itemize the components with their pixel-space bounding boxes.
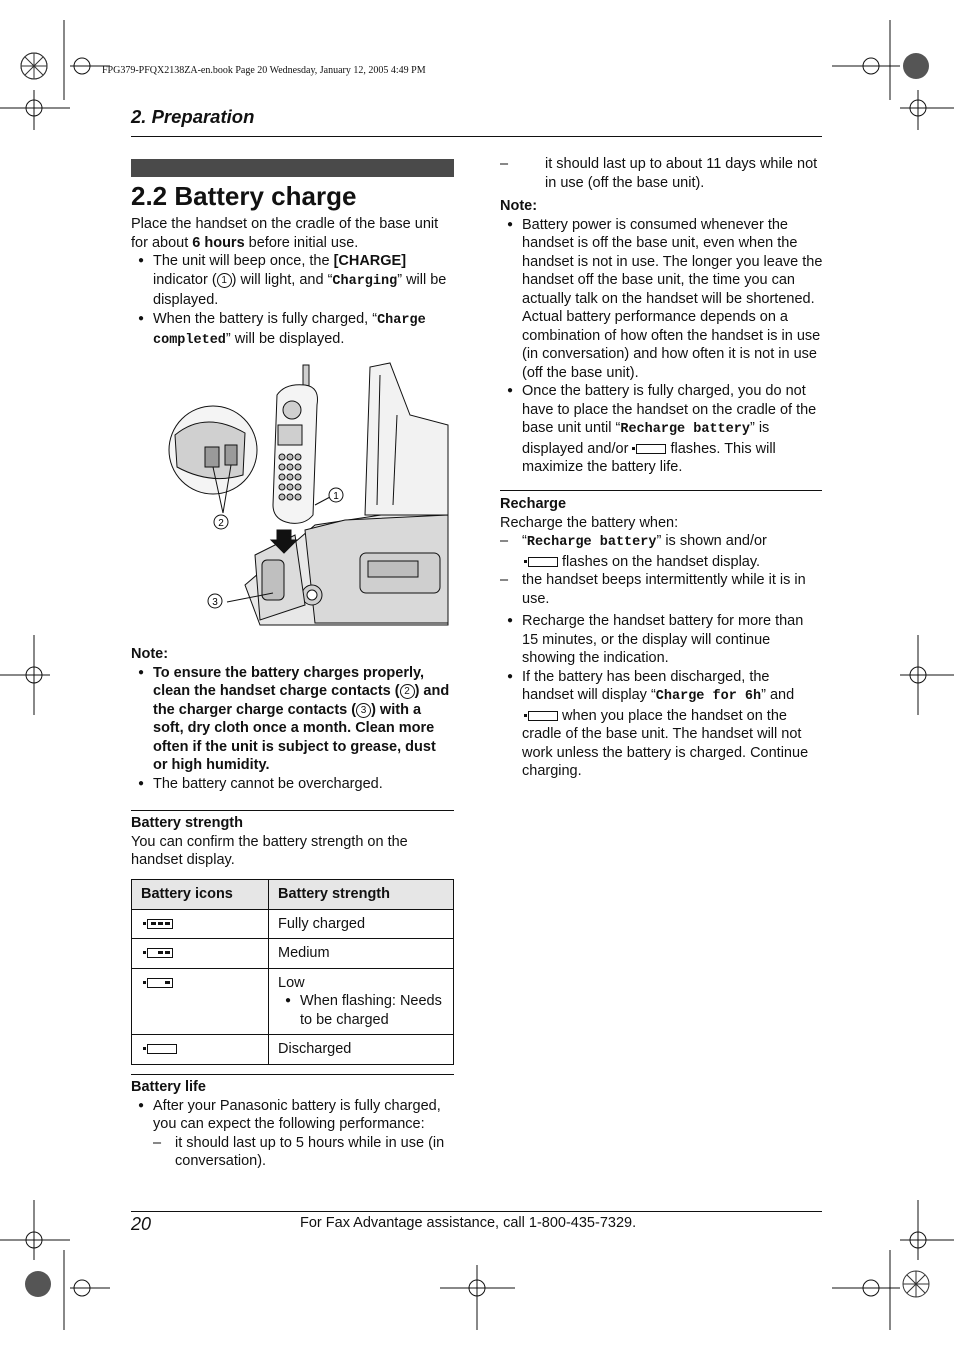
section-rule: [131, 810, 454, 811]
list-item: ● Battery power is consumed whenever the handset is off the base unit, even when the handset is not in use. The longer you leave the handset off the base unit, the time you can actually talk on the handset will be shortened. Actual battery performance depends on a combination of how often the handset is in use (in conversation) and how often it is not in use (off the base unit).: [500, 216, 823, 383]
list-item: ● Once the battery is fully charged, you do not have to place the handset on the cradle of the base unit until “Recharge battery” is displayed and/or flashes. This will maximize the battery life.: [500, 382, 823, 477]
section-rule: [131, 1074, 454, 1075]
section-heading: Recharge: [500, 496, 567, 512]
note-label: Note:: [500, 198, 538, 214]
battery-empty-icon: [528, 711, 558, 721]
battery-empty-icon: [528, 557, 558, 567]
table-header: Battery icons: [132, 880, 269, 910]
print-header: FPG379-PFQX2138ZA-en.book Page 20 Wednesday, January 12, 2005 4:49 PM: [102, 65, 426, 76]
battery-strength-section: [131, 814, 454, 870]
list-item: ● After your Panasonic battery is fully charged, you can expect the following performance:: [131, 1097, 454, 1134]
list-item: ● When the battery is fully charged, “Charge completed” will be displayed.: [131, 310, 454, 351]
table-row: Discharged: [132, 1035, 454, 1065]
table-header: Battery strength: [269, 880, 454, 910]
list-item: – it should last up to 5 hours while in use (in conversation).: [153, 1134, 454, 1171]
list-item: – the handset beeps intermittently while it is in use.: [500, 571, 823, 608]
section-rule: [500, 490, 822, 491]
note-label: Note:: [131, 646, 169, 662]
title-bar: [131, 159, 454, 177]
section-heading: Battery strength: [131, 815, 243, 831]
battery-full-icon: [147, 919, 173, 929]
battery-table: [131, 879, 454, 1065]
list-item: ● Recharge the handset battery for more than 15 minutes, or the display will continue showing the indication.: [500, 612, 823, 668]
list-item: ● The unit will beep once, the [CHARGE] indicator ( 1 ) will light, and “Charging” will be displayed.: [131, 252, 454, 310]
list-item: – it should last up to about 11 days while not in use (off the base unit).: [500, 155, 823, 192]
battery-empty-icon: [147, 1044, 177, 1054]
section-label: 2. Preparation: [131, 106, 255, 127]
footer-text: For Fax Advantage assistance, call 1-800-435-7329.: [300, 1215, 637, 1231]
table-row: Fully charged: [132, 909, 454, 939]
note-section: [500, 197, 823, 477]
battery-life-section: [131, 1078, 454, 1171]
intro-paragraph: Place the handset on the cradle of the base unit for about 6 hours before initial use.: [131, 216, 439, 251]
section-heading: Battery life: [131, 1079, 206, 1095]
list-item: ● If the battery has been discharged, the handset will display “Charge for 6h” and when you place the handset on the cradle of the base unit. The handset will not work unless the battery is charged. Continue charging.: [500, 668, 823, 781]
list-item: ● The battery cannot be overcharged.: [131, 775, 454, 794]
header-rule: [131, 136, 822, 137]
section-text: You can confirm the battery strength on the handset display.: [131, 833, 408, 868]
recharge-section: [500, 495, 823, 781]
section-text: Recharge the battery when:: [500, 514, 679, 531]
charging-illustration: [165, 355, 450, 630]
intro-bullets: [131, 252, 454, 351]
callout-2: 2: [218, 518, 224, 529]
list-item: ● To ensure the battery charges properly, clean the handset charge contacts ( 2 ) and the charger charge contacts ( 3 ) with a soft, dry cloth once a month. Clean more often if the unit is subject to grease, dust or high humidity.: [131, 664, 454, 775]
battery-life-continued: [500, 155, 823, 192]
callout-1: 1: [333, 491, 339, 502]
battery-medium-icon: [147, 948, 173, 958]
footer-rule: [131, 1211, 822, 1212]
list-item: – “Recharge battery” is shown and/or flashes on the handset display.: [500, 532, 823, 571]
table-row: Medium: [132, 939, 454, 969]
battery-empty-icon: [636, 444, 666, 454]
page-title: 2.2 Battery charge: [131, 181, 357, 211]
callout-3: 3: [212, 597, 218, 608]
battery-low-icon: [147, 978, 173, 988]
table-row: Low ● When flashing: Needs to be charged: [132, 968, 454, 1035]
note-section: [131, 645, 454, 793]
page-number: 20: [131, 1214, 152, 1234]
